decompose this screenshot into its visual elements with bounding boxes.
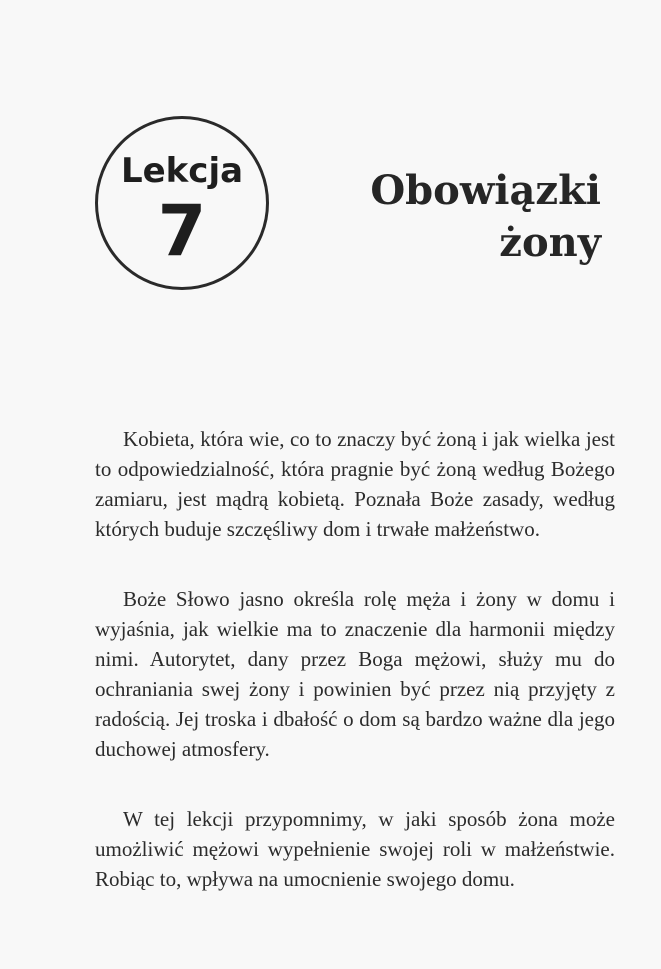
- chapter-title: [341, 165, 601, 269]
- chapter-title-line-2: żony: [499, 219, 601, 266]
- chapter-title-line-1: Obowiązki: [370, 167, 601, 214]
- paragraph-2: Boże Słowo jasno określa rolę męża i żony w domu i wyjaśnia, jak wielkie ma to znaczenie dla harmonii między nimi. Autorytet, dany przez Boga mężowi, służy mu do ochraniania swej żony i powinien być przez nią przyjęty z radością. Jej troska i dbałość o dom są bardzo ważne dla jego duchowej atmosfery.: [95, 587, 615, 761]
- body-text: [95, 424, 615, 934]
- lesson-badge: [95, 116, 269, 290]
- paragraph-1: Kobieta, która wie, co to znaczy być żoną i jak wielka jest to odpowiedzialność, która pragnie być żoną według Bożego zamiaru, jest mądrą kobietą. Poznała Boże zasady, według których buduje szczęśliwy dom i trwałe małżeństwo.: [95, 427, 615, 541]
- lesson-number: 7: [157, 190, 207, 272]
- lesson-label: Lekcja: [120, 151, 244, 191]
- paragraph-3: W tej lekcji przypomnimy, w jaki sposób żona może umożliwić mężowi wypełnienie swojej roli w małżeństwie. Robiąc to, wpływa na umocnienie swojego domu.: [95, 807, 615, 891]
